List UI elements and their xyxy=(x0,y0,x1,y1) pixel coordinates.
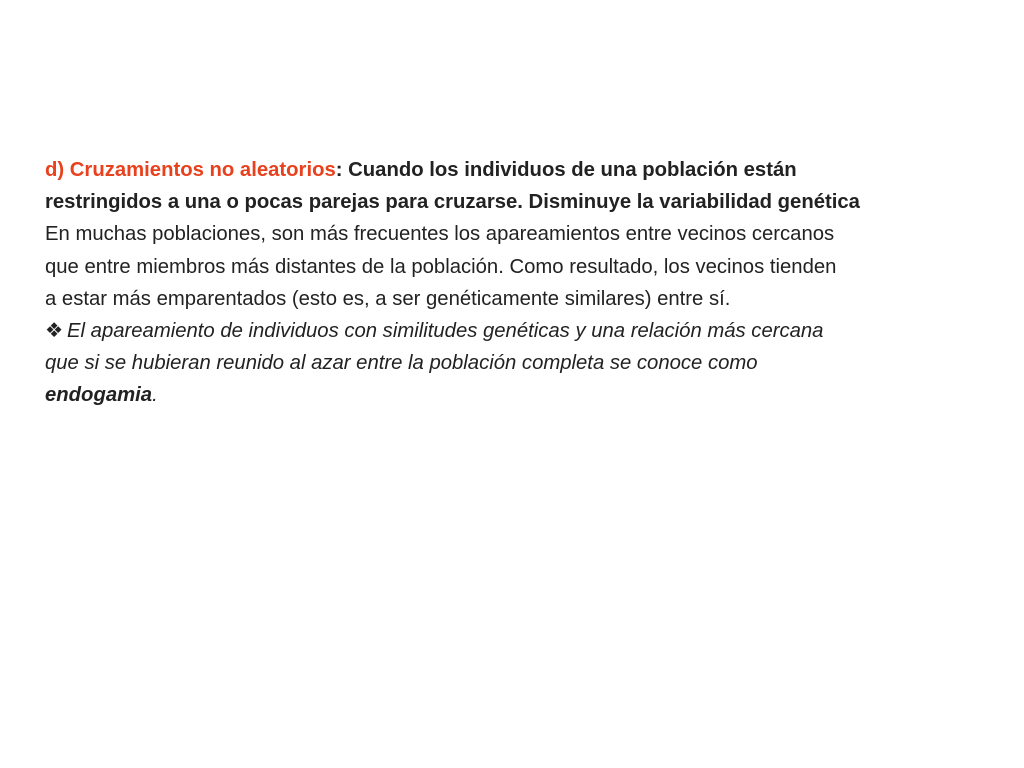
key-term: endogamia xyxy=(45,384,153,407)
body-line-2: que entre miembros más distantes de la población. Como resultado, los vecinos tienden xyxy=(45,255,837,278)
body-line-1: En muchas poblaciones, son más frecuentes los apareamientos entre vecinos cercanos xyxy=(45,223,835,246)
heading-line-1 xyxy=(45,154,985,186)
bullet-line-3 xyxy=(45,379,985,411)
definition-line-1: Cuando los individuos de una población están xyxy=(342,159,797,181)
bullet-line-2: que si se hubieran reunido al azar entre la población completa se conoce como xyxy=(45,352,758,375)
section-heading: d) Cruzamientos no aleatorios xyxy=(45,159,336,181)
heading-colon: : xyxy=(335,159,343,181)
body-line-3: a estar más emparentados (esto es, a ser genéticamente similares) entre sí. xyxy=(45,287,731,310)
diamond-bullet-icon: ❖ xyxy=(45,320,64,343)
bullet-text-1: El apareamiento de individuos con similitudes genéticas y una relación más cercana xyxy=(67,320,824,343)
bullet-line-1 xyxy=(45,315,985,347)
key-term-period: . xyxy=(152,384,158,407)
slide-text-block xyxy=(45,154,985,412)
definition-line-2: restringidos a una o pocas parejas para cruzarse. Disminuye la variabilidad genética xyxy=(45,191,860,214)
